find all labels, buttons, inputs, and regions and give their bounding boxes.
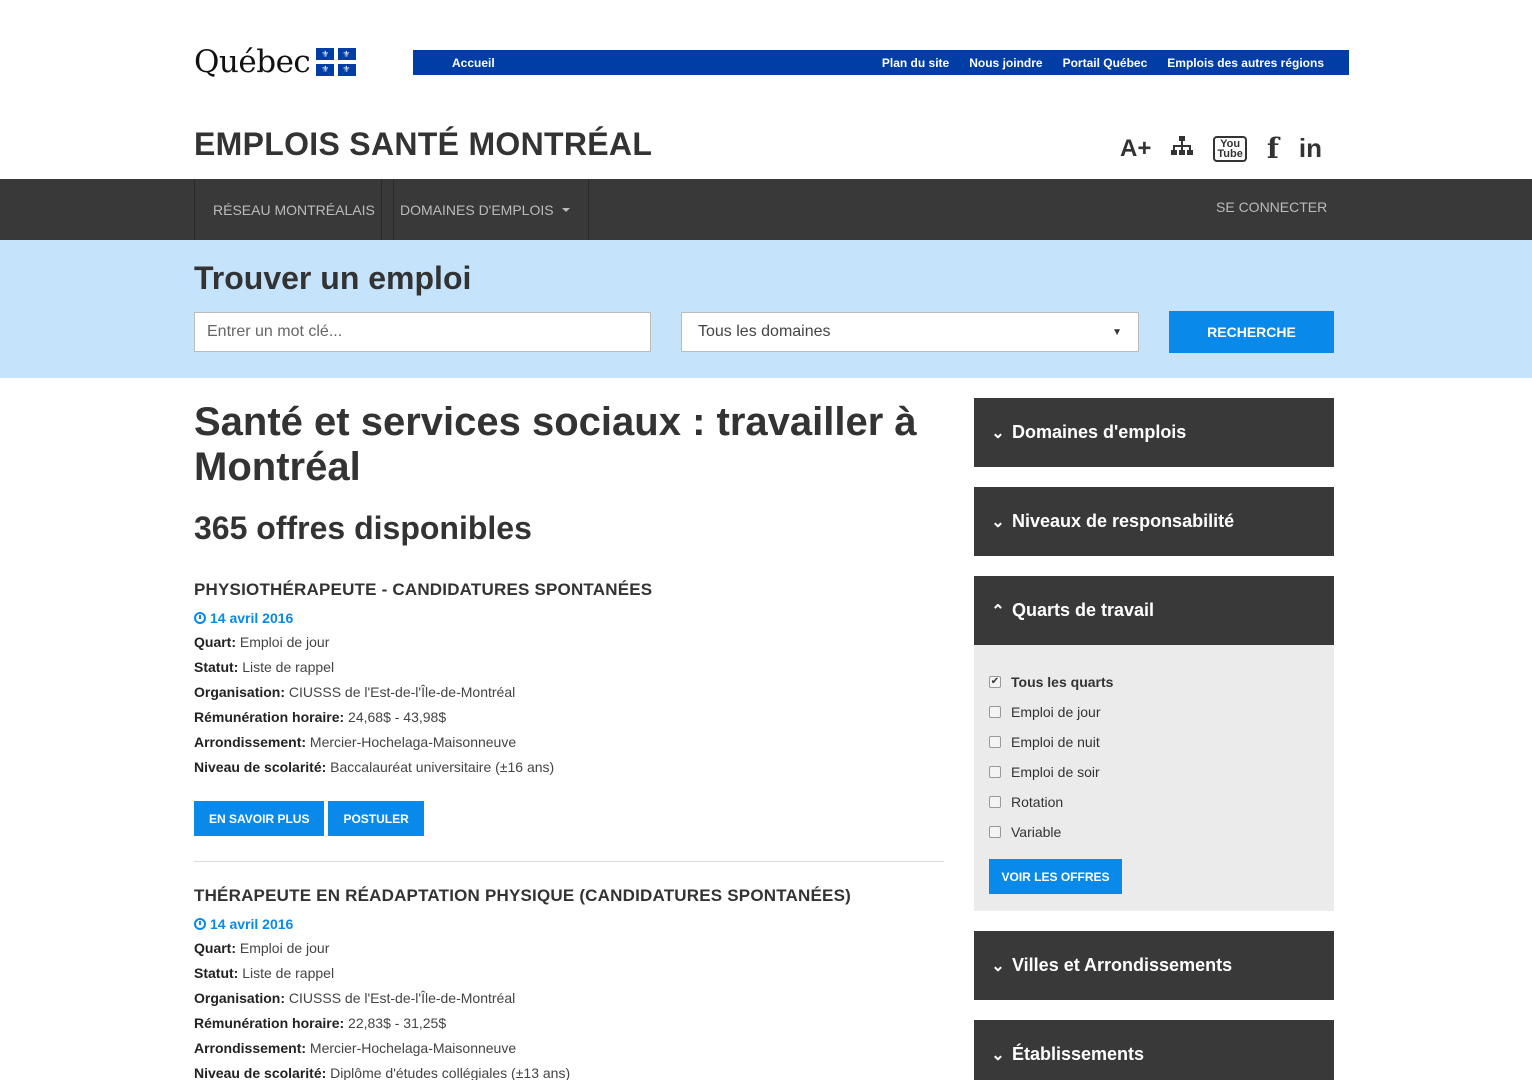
job-field [194, 680, 944, 705]
job-field [194, 730, 944, 755]
job-field-value: Diplôme d'études collégiales (±13 ans) [330, 1065, 571, 1080]
job-field [194, 1011, 944, 1036]
job-field-value: CIUSSS de l'Est-de-l'Île-de-Montréal [288, 684, 516, 700]
clock-icon [194, 918, 206, 930]
chevron-down-icon: ⌄ [991, 513, 1005, 531]
panel-domaines-emplois[interactable] [974, 398, 1334, 467]
job-field-label: Organisation: [194, 990, 286, 1006]
login-link[interactable]: SE CONNECTER [1216, 199, 1328, 215]
job-date [194, 916, 944, 932]
shift-option[interactable] [989, 757, 1334, 787]
shift-option[interactable] [989, 697, 1334, 727]
checkbox-icon[interactable] [989, 736, 1001, 748]
panel-quarts-travail[interactable] [974, 576, 1334, 645]
job-date-text: 14 avril 2016 [210, 916, 294, 932]
logo-text: Québec [194, 44, 311, 80]
link-plan-du-site[interactable]: Plan du site [881, 55, 950, 70]
domain-select[interactable] [681, 312, 1139, 352]
job-field-value: 24,68$ - 43,98$ [348, 709, 447, 725]
checkbox-icon[interactable] [989, 766, 1001, 778]
top-utility-bar [413, 50, 1349, 75]
shift-option-label: Variable [1011, 824, 1062, 840]
keyword-input[interactable] [194, 312, 651, 352]
search-title: Trouver un emploi [194, 260, 472, 296]
job-field-label: Rémunération horaire: [194, 709, 345, 725]
search-button[interactable]: RECHERCHE [1169, 311, 1334, 353]
job-field [194, 1036, 944, 1061]
job-field-label: Statut: [194, 965, 239, 981]
checkbox-checked-icon[interactable]: ✔ [990, 676, 1000, 687]
linkedin-icon[interactable]: in [1298, 133, 1322, 163]
nav-domaines-emplois-label: DOMAINES D'EMPLOIS [400, 201, 554, 218]
panel-label: Établissements [1012, 1044, 1145, 1064]
search-band [0, 240, 1532, 378]
domain-select-value: Tous les domaines [698, 323, 831, 340]
site-title[interactable]: EMPLOIS SANTÉ MONTRÉAL [194, 126, 653, 162]
youtube-icon-bottom: Tube [1217, 147, 1243, 160]
clock-icon [194, 612, 206, 624]
job-field-label: Quart: [194, 940, 236, 956]
chevron-down-icon: ⌄ [991, 424, 1005, 442]
panel-label: Quarts de travail [1012, 600, 1155, 620]
nav-reseau-montrealais-label: RÉSEAU MONTRÉALAIS [213, 201, 375, 218]
job-field-value: Emploi de jour [239, 634, 330, 650]
job-field [194, 755, 944, 780]
job-field-value: Emploi de jour [239, 940, 330, 956]
panel-etablissements[interactable] [974, 1020, 1334, 1080]
job-field-label: Arrondissement: [194, 734, 307, 750]
job-field-value: 22,83$ - 31,25$ [348, 1015, 447, 1031]
job-field [194, 986, 944, 1011]
caret-down-icon [562, 208, 570, 212]
job-field-label: Rémunération horaire: [194, 1015, 345, 1031]
divider [194, 861, 944, 862]
job-field-value: Liste de rappel [242, 659, 335, 675]
shift-option-label: Emploi de soir [1011, 764, 1100, 780]
job-listing [194, 886, 944, 1080]
job-field [194, 705, 944, 730]
page-title: Santé et services sociaux : travailler à Montréal [194, 400, 917, 489]
youtube-icon[interactable] [1213, 136, 1246, 162]
checkbox-icon[interactable] [989, 796, 1001, 808]
link-portail-quebec[interactable]: Portail Québec [1062, 55, 1148, 70]
shift-option[interactable] [989, 817, 1334, 847]
main-nav [0, 179, 1532, 240]
link-emplois-autres-regions[interactable]: Emplois des autres régions [1167, 55, 1324, 70]
nav-domaines-emplois[interactable] [381, 179, 589, 240]
apply-button[interactable]: POSTULER [328, 801, 423, 836]
chevron-up-icon: ⌃ [991, 602, 1005, 620]
job-field-value: Mercier-Hochelaga-Maisonneuve [309, 734, 517, 750]
job-title[interactable]: PHYSIOTHÉRAPEUTE - CANDIDATURES SPONTANÉES [194, 580, 653, 599]
chevron-down-icon: ⌄ [991, 957, 1005, 975]
shift-option-label: Emploi de jour [1011, 704, 1101, 720]
shift-option-label: Emploi de nuit [1011, 734, 1100, 750]
checkbox-icon[interactable] [989, 826, 1001, 838]
job-listing [194, 580, 944, 836]
shifts-filter [974, 645, 1334, 911]
job-field [194, 655, 944, 680]
checkbox-icon[interactable] [989, 706, 1001, 718]
shift-option-label: Rotation [1011, 794, 1064, 810]
job-field-value: Liste de rappel [242, 965, 335, 981]
job-field-label: Quart: [194, 634, 236, 650]
job-field-label: Statut: [194, 659, 239, 675]
chevron-down-icon: ⌄ [991, 1046, 1005, 1064]
job-field-label: Arrondissement: [194, 1040, 307, 1056]
job-field [194, 1061, 944, 1080]
view-offers-button[interactable]: VOIR LES OFFRES [989, 859, 1122, 894]
fleurdelise-flag-icon: ⚜ ⚜ ⚜ ⚜ [316, 48, 356, 76]
panel-niveaux-responsabilite[interactable] [974, 487, 1334, 556]
job-field-label: Niveau de scolarité: [194, 1065, 327, 1080]
shift-option[interactable] [989, 727, 1334, 757]
youtube-icon-top: You [1220, 137, 1241, 150]
panel-label: Domaines d'emplois [1012, 422, 1187, 442]
job-field [194, 936, 944, 961]
facebook-icon[interactable]: f [1266, 132, 1279, 165]
nav-reseau-montrealais[interactable] [194, 179, 394, 240]
job-field [194, 630, 944, 655]
panel-villes-arrondissements[interactable] [974, 931, 1334, 1000]
job-date-text: 14 avril 2016 [210, 610, 294, 626]
panel-label: Niveaux de responsabilité [1012, 511, 1235, 531]
social-icons [1120, 132, 1322, 165]
shift-option-label: Tous les quarts [1011, 674, 1114, 690]
link-accueil[interactable]: Accueil [452, 55, 495, 70]
job-field-label: Organisation: [194, 684, 286, 700]
job-date [194, 610, 944, 626]
job-field-value: Mercier-Hochelaga-Maisonneuve [309, 1040, 517, 1056]
shift-option[interactable] [989, 787, 1334, 817]
job-field-value: CIUSSS de l'Est-de-l'Île-de-Montréal [288, 990, 516, 1006]
shift-option[interactable] [989, 667, 1334, 697]
link-nous-joindre[interactable]: Nous joindre [969, 55, 1043, 70]
sitemap-icon[interactable] [1171, 136, 1193, 161]
panel-label: Villes et Arrondissements [1012, 955, 1233, 975]
select-arrow-icon: ▼ [1112, 326, 1122, 338]
quebec-logo[interactable] [194, 44, 356, 80]
job-field-value: Baccalauréat universitaire (±16 ans) [330, 759, 555, 775]
text-size-icon[interactable]: A+ [1120, 134, 1152, 162]
job-title[interactable]: THÉRAPEUTE EN RÉADAPTATION PHYSIQUE (CANDIDATURES SPONTANÉES) [194, 886, 851, 905]
job-field [194, 961, 944, 986]
offers-count: 365 offres disponibles [194, 510, 532, 546]
learn-more-button[interactable]: EN SAVOIR PLUS [194, 801, 324, 836]
job-field-label: Niveau de scolarité: [194, 759, 327, 775]
